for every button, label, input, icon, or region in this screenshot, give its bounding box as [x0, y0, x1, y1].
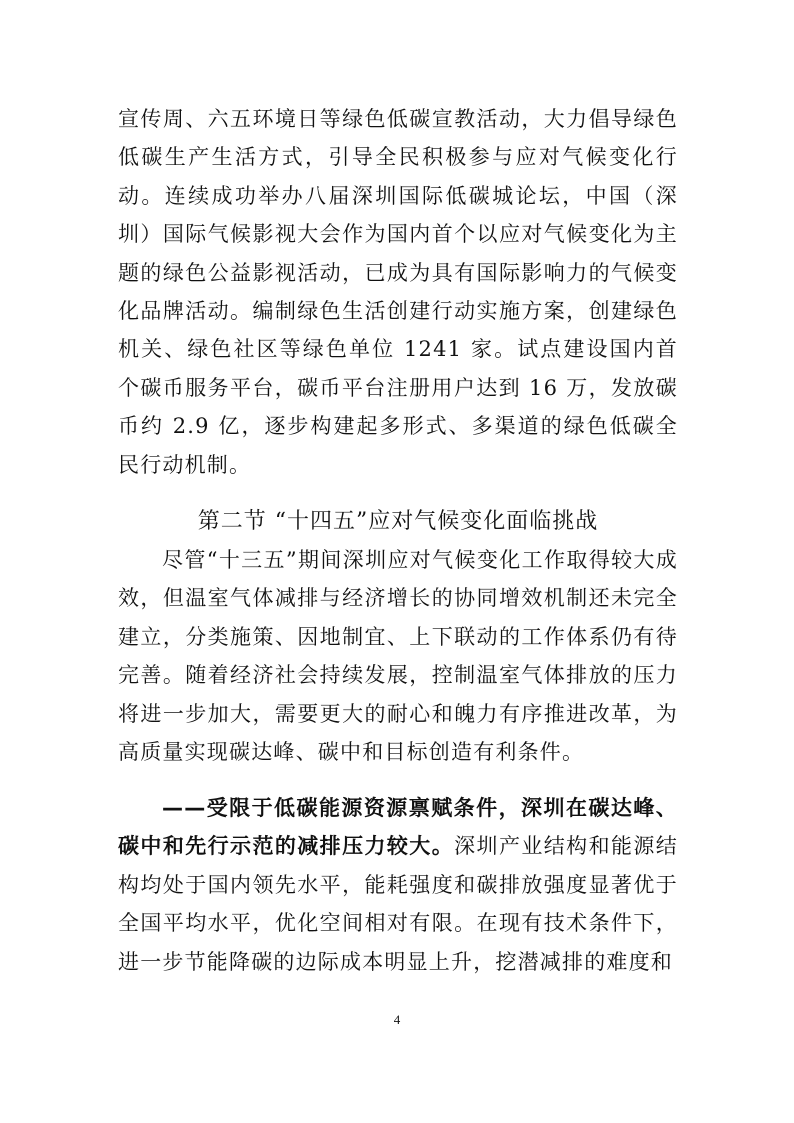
body-paragraph-3 — [118, 789, 678, 981]
body-paragraph-2: 尽管“十三五”期间深圳应对气候变化工作取得较大成效，但温室气体减排与经济增长的协同增效机制还未完全建立，分类施策、因地制宜、上下联动的工作体系仍有待完善。随着经济社会持续发展，控制温室气体排放的压力将进一步加大，需要更大的耐心和魄力有序推进改革，为高质量实现碳达峰、碳中和目标创造有利条件。 — [118, 548, 678, 765]
paragraph-3-bold-lead: ——受限于低碳能源资源禀赋条件，深圳在碳达峰、碳中和先行示范的减排压力较大。 — [118, 796, 678, 859]
page-number: 4 — [393, 1012, 401, 1027]
body-paragraph-1: 宣传周、六五环境日等绿色低碳宣教活动，大力倡导绿色低碳生产生活方式，引导全民积极参与应对气候变化行动。连续成功举办八届深圳国际低碳城论坛，中国（深圳）国际气候影视大会作为国内首个以应对气候变化为主题的绿色公益影视活动，已成为具有国际影响力的气候变化品牌活动。编制绿色生活创建行动实施方案，创建绿色机关、绿色社区等绿色单位 1241 家。试点建设国内首个碳币服务平台，碳币平台注册用户达到 16 万，发放碳币约 2.9 亿，逐步构建起多形式、多渠道的绿色低碳全民行动机制。 — [118, 107, 678, 477]
section-heading: 第二节 “十四五”应对气候变化面临挑战 — [197, 509, 599, 534]
paragraph-3-text: 深圳产业结构和能源结构均处于国内领先水平，能耗强度和碳排放强度显著优于全国平均水平，优化空间相对有限。在现有技术条件下，进一步节能降碳的边际成本明显上升，挖潜减排的难度和 — [118, 834, 678, 974]
